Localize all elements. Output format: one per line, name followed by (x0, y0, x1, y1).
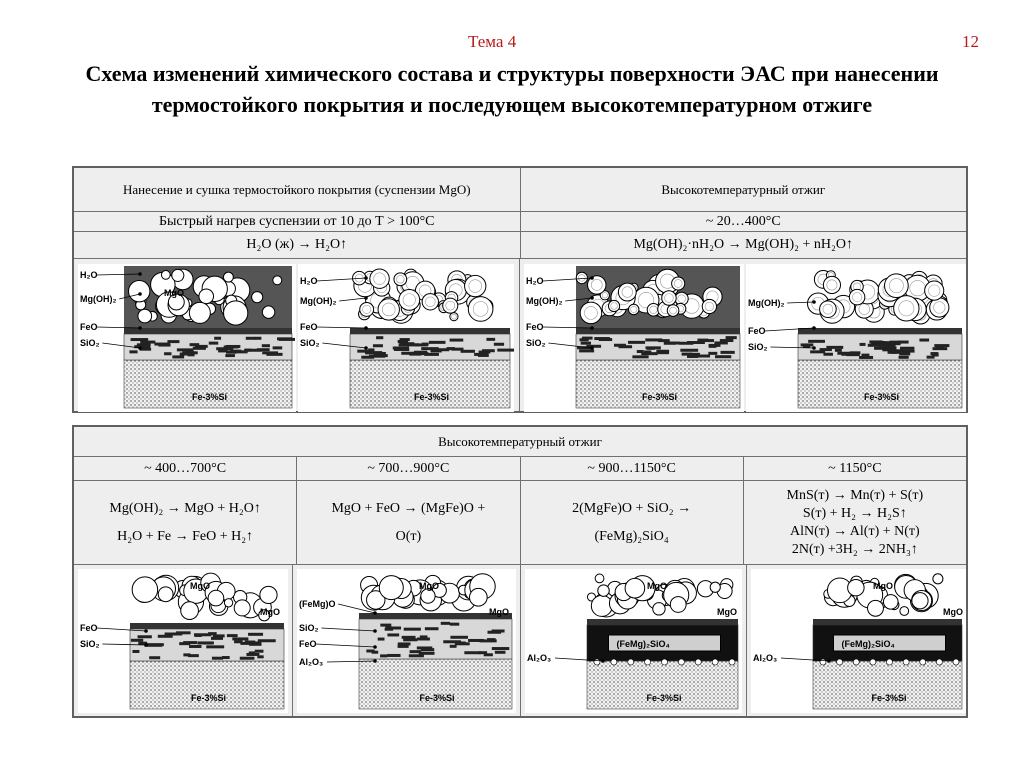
layer-label: SiO₂ (526, 338, 546, 348)
stage-panel-4 (751, 569, 966, 713)
layer-label: FeO (80, 623, 98, 633)
coating-table (72, 166, 968, 413)
fayalite-label: (FeMg)₂SiO₄ (841, 639, 895, 649)
layer-label: FeO (526, 322, 544, 332)
layer-label: H₂O (80, 270, 98, 280)
layer-label: FeO (300, 322, 318, 332)
mgo-label: MgO (489, 607, 509, 617)
stage-temp-2: ~ 700…900°С (297, 457, 520, 481)
layer-label: SiO₂ (300, 338, 320, 348)
mgo-label: MgO (943, 607, 963, 617)
coating-panel-wet (78, 264, 296, 412)
stage-reactions-4 (744, 481, 966, 565)
layer-label: Mg(OH)₂ (300, 296, 337, 306)
reaction-line: MnS(т) → Mn(т) + S(т) (786, 487, 924, 503)
substrate-label: Fe-3%Si (646, 693, 682, 703)
layer-label: H₂O (526, 276, 544, 286)
annealing-table (72, 425, 968, 718)
coating-panel-dried (298, 264, 514, 412)
layer-label: SiO₂ (80, 338, 100, 348)
substrate-label: Fe-3%Si (864, 392, 900, 402)
layer-label: Al₂O₃ (527, 653, 552, 663)
mgo-label: MgO (647, 581, 667, 591)
structure-diagram (751, 569, 966, 713)
coating-reaction: H₂O (ж) → H₂O↑ (74, 232, 521, 259)
reaction-line: H₂O + Fe → FeO + H₂↑ (117, 528, 254, 544)
mgo-label: MgO (873, 581, 893, 591)
mgo-label: MgO (717, 607, 737, 617)
reaction-line: Mg(OH)₂ → MgO + H₂O↑ (109, 500, 261, 516)
layer-label: SiO₂ (80, 639, 100, 649)
layer-label: Al₂O₃ (299, 657, 324, 667)
mgo-label: MgO (164, 288, 184, 298)
reaction-line: S(т) + H₂ → H₂S↑ (802, 505, 907, 521)
substrate-label: Fe-3%Si (871, 693, 907, 703)
layer-label: Mg(OH)₂ (80, 294, 117, 304)
mgo-label: MgO (190, 581, 210, 591)
substrate-label: Fe-3%Si (414, 392, 450, 402)
layer-label: H₂O (300, 276, 318, 286)
coating-header: Нанесение и сушка термостойкого покрытия (суспензии MgO) (74, 168, 521, 212)
layer-label: SiO₂ (299, 623, 319, 633)
reaction-line: (FeMg)₂SiO₄ (594, 528, 669, 544)
layer-label: Al₂O₃ (753, 653, 778, 663)
reaction-line: 2(MgFe)O + SiO₂ → (572, 500, 692, 516)
annealing-table-header: Высокотемпературный отжиг (74, 427, 966, 457)
stage-reactions-3 (521, 481, 744, 565)
layer-label: Mg(OH)₂ (748, 298, 785, 308)
stage-panel-1 (78, 569, 288, 713)
stage-reactions-1 (74, 481, 297, 565)
annealing-header: Высокотемпературный отжиг (521, 168, 967, 212)
annealing-panel-early (524, 264, 744, 412)
structure-diagram (297, 569, 516, 713)
structure-diagram (524, 264, 744, 412)
stage-temp-3: ~ 900…1150°С (521, 457, 744, 481)
substrate-label: Fe-3%Si (192, 392, 228, 402)
structure-diagram (525, 569, 742, 713)
fayalite-label: (FeMg)₂SiO₄ (616, 639, 670, 649)
stage-reactions-2 (297, 481, 520, 565)
stage-panel-2 (297, 569, 516, 713)
structure-diagram (298, 264, 514, 412)
reaction-line: MgO + FeO → (MgFe)O + (331, 500, 486, 516)
annealing-condition: ~ 20…400°С (521, 212, 967, 232)
annealing-reaction: Mg(OH)₂·nH₂O → Mg(OH)₂ + nH₂O↑ (521, 232, 967, 259)
substrate-label: Fe-3%Si (191, 693, 227, 703)
reaction-line: 2N(т) +3H₂ → 2NH₃↑ (791, 541, 918, 557)
structure-diagram (78, 264, 296, 412)
layer-label: FeO (748, 326, 766, 336)
page-number: 12 (962, 32, 979, 51)
layer-label: (FeMg)O (299, 599, 336, 609)
slide-title: Схема изменений химического состава и структуры поверхности ЭАС при нанесении термостойкого покрытия и последующем высокотемпературном отжиге (85, 61, 939, 117)
mgo-label: MgO (260, 607, 280, 617)
layer-label: Mg(OH)₂ (526, 296, 563, 306)
substrate-label: Fe-3%Si (419, 693, 455, 703)
topic-label: Тема 4 (468, 32, 517, 51)
stage-temp-1: ~ 400…700°С (74, 457, 297, 481)
stage-panel-3 (525, 569, 742, 713)
layer-label: FeO (299, 639, 317, 649)
structure-diagram (746, 264, 966, 412)
layer-label: SiO₂ (748, 342, 768, 352)
reaction-line: O(т) (395, 528, 422, 544)
structure-diagram (78, 569, 288, 713)
substrate-label: Fe-3%Si (642, 392, 678, 402)
stage-temp-4: ~ 1150°С (744, 457, 966, 481)
mgo-label: MgO (419, 581, 439, 591)
coating-condition: Быстрый нагрев суспензии от 10 до Т > 100°С (74, 212, 521, 232)
reaction-line: AlN(т) → Al(т) + N(т) (790, 523, 920, 539)
annealing-panel-dehydrated (746, 264, 966, 412)
layer-label: FeO (80, 322, 98, 332)
